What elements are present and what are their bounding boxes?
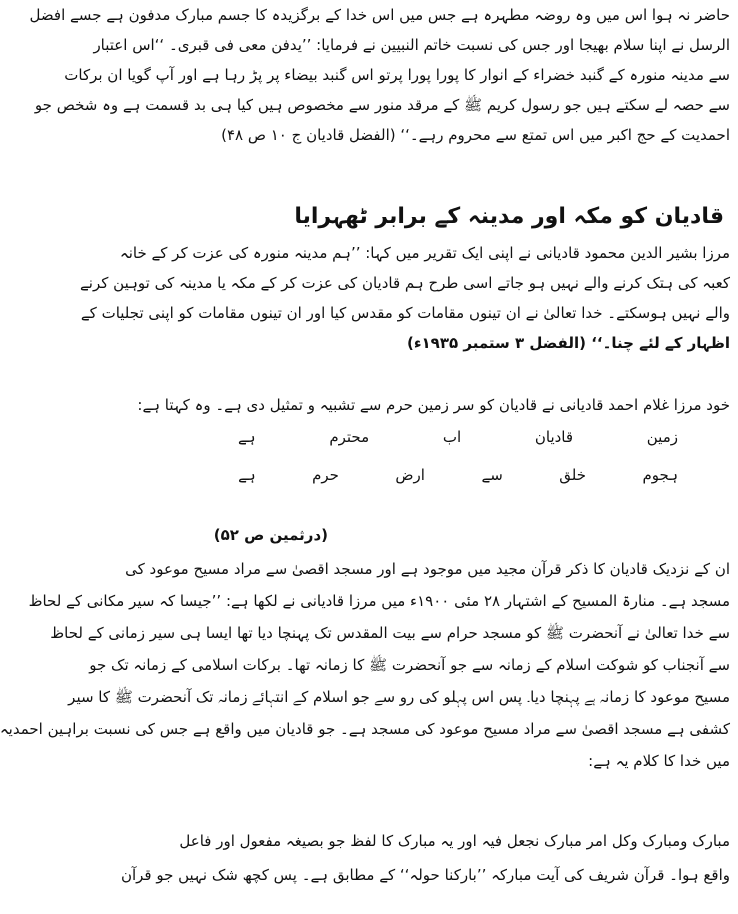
verse-line-1 [238, 424, 678, 450]
text-line: والے نہیں ہوسکتے۔ خدا تعالیٰ نے ان تینوں مقامات کو مقدس کیا اور ان تینوں مقامات کو اپنی تجلیات کے [80, 304, 730, 322]
text-line: مسیح موعود کا زمانہ ہے پہنچا دیا۔ پس اس پہلو کی رو سے جو اسلام کے انتہائے زمانہ تک آنحضرت ﷺ کا سیر [68, 688, 730, 706]
verse-word: اب [442, 428, 462, 446]
text-line: حاضر نہ ہوا اس میں وہ روضہ مطہرہ ہے جس میں اس خدا کے برگزیدہ کا جسم مبارک مدفون ہے جسے افضل [29, 6, 730, 24]
text-line: کشفی ہے مسجد اقصیٰ سے مراد مسیح موعود کی مسجد ہے۔ جو قادیان میں واقع ہے جس کی نسبت براہین احمدیہ [0, 720, 730, 738]
text-line: کعبہ کی ہتک کرنے والے نہیں ہو جاتے اسی طرح ہم قادیان کی عزت کر کے مکہ یا مدینہ کی توہین کرنے [80, 274, 730, 292]
text-line: سے حصہ لے سکتے ہیں جو رسول کریم ﷺ کے مرقد منور سے مخصوص ہیں کیا ہی بد قسمت ہے وہ شخص جو [34, 96, 730, 114]
verse-word: ہے [238, 466, 256, 484]
text-line: مبارک ومبارک وکل امر مبارک نجعل فیہ اور یہ مبارک کا لفظ جو بصیغہ مفعول اور فاعل [179, 832, 730, 850]
verse-word: ارض [395, 466, 425, 484]
verse-word: خلق [559, 466, 587, 484]
text-line: الرسل نے اپنا سلام بھیجا اور جس کی نسبت خاتم النبیین نے فرمایا: ’’یدفن معی فی قبری۔ ‘‘اس اعتبار [93, 36, 730, 54]
text-line: اظہار کے لئے چنا۔‘‘ (الفضل ۳ ستمبر ۱۹۳۵ء) [407, 334, 730, 352]
verse-word: زمین [646, 428, 678, 446]
text-line: سے آنجناب کو شوکت اسلام کے زمانہ سے جو آنحضرت ﷺ کا زمانہ تھا۔ برکات اسلامی کے زمانہ تک جو [89, 656, 730, 674]
text-line: میں خدا کا کلام یہ ہے: [588, 752, 730, 770]
verse-reference: (درثمین ص ۵۲) [213, 526, 328, 544]
text-line: احمدیت کے حج اکبر میں اس تمتع سے محروم رہے۔‘‘ (الفضل قادیان ج ۱۰ ص ۴۸) [221, 126, 730, 144]
verse-word: سے [481, 466, 503, 484]
verse-word: قادیان [534, 428, 574, 446]
verse-word: محترم [329, 428, 370, 446]
text-line: مرزا بشیر الدین محمود قادیانی نے اپنی ایک تقریر میں کہا: ’’ہم مدینہ منورہ کی عزت کر کے خانہ [119, 244, 730, 262]
text-line: سے مدینہ منورہ کے گنبد خضراء کے انوار کا پورا پورا پرتو اس گنبد بیضاء پر پڑ رہا ہے اور آپ گویا ان برکات [64, 66, 730, 84]
verse-line-2 [238, 462, 678, 488]
verse-word: ہجوم [642, 466, 678, 484]
section-heading: قادیان کو مکہ اور مدینہ کے برابر ٹھہرایا [294, 204, 724, 229]
text-line: ان کے نزدیک قادیان کا ذکر قرآن مجید میں موجود ہے اور مسجد اقصیٰ سے مراد مسیح موعود کی [125, 560, 730, 578]
verse-word: ہے [238, 428, 256, 446]
verse-intro: خود مرزا غلام احمد قادیانی نے قادیان کو سر زمین حرم سے تشبیہ و تمثیل دی ہے۔ وہ کہتا ہے: [137, 396, 730, 414]
text-line: واقع ہوا۔ قرآن شریف کی آیت مبارکہ ’’بارکنا حولہ‘‘ کے مطابق ہے۔ پس کچھ شک نہیں جو قرآن [120, 866, 730, 884]
text-line: مسجد ہے۔ منارۃ المسیح کے اشتہار ۲۸ مئی ۱۹۰۰ء میں مرزا قادیانی نے لکھا ہے: ’’جیسا کہ سیر مکانی کے لحاظ [28, 592, 730, 610]
text-line: سے خدا تعالیٰ نے آنحضرت ﷺ کو مسجد حرام سے بیت المقدس تک پہنچا دیا تھا ایسا ہی سیر زمانی کے لحاظ [50, 624, 730, 642]
verse-word: حرم [312, 466, 339, 484]
